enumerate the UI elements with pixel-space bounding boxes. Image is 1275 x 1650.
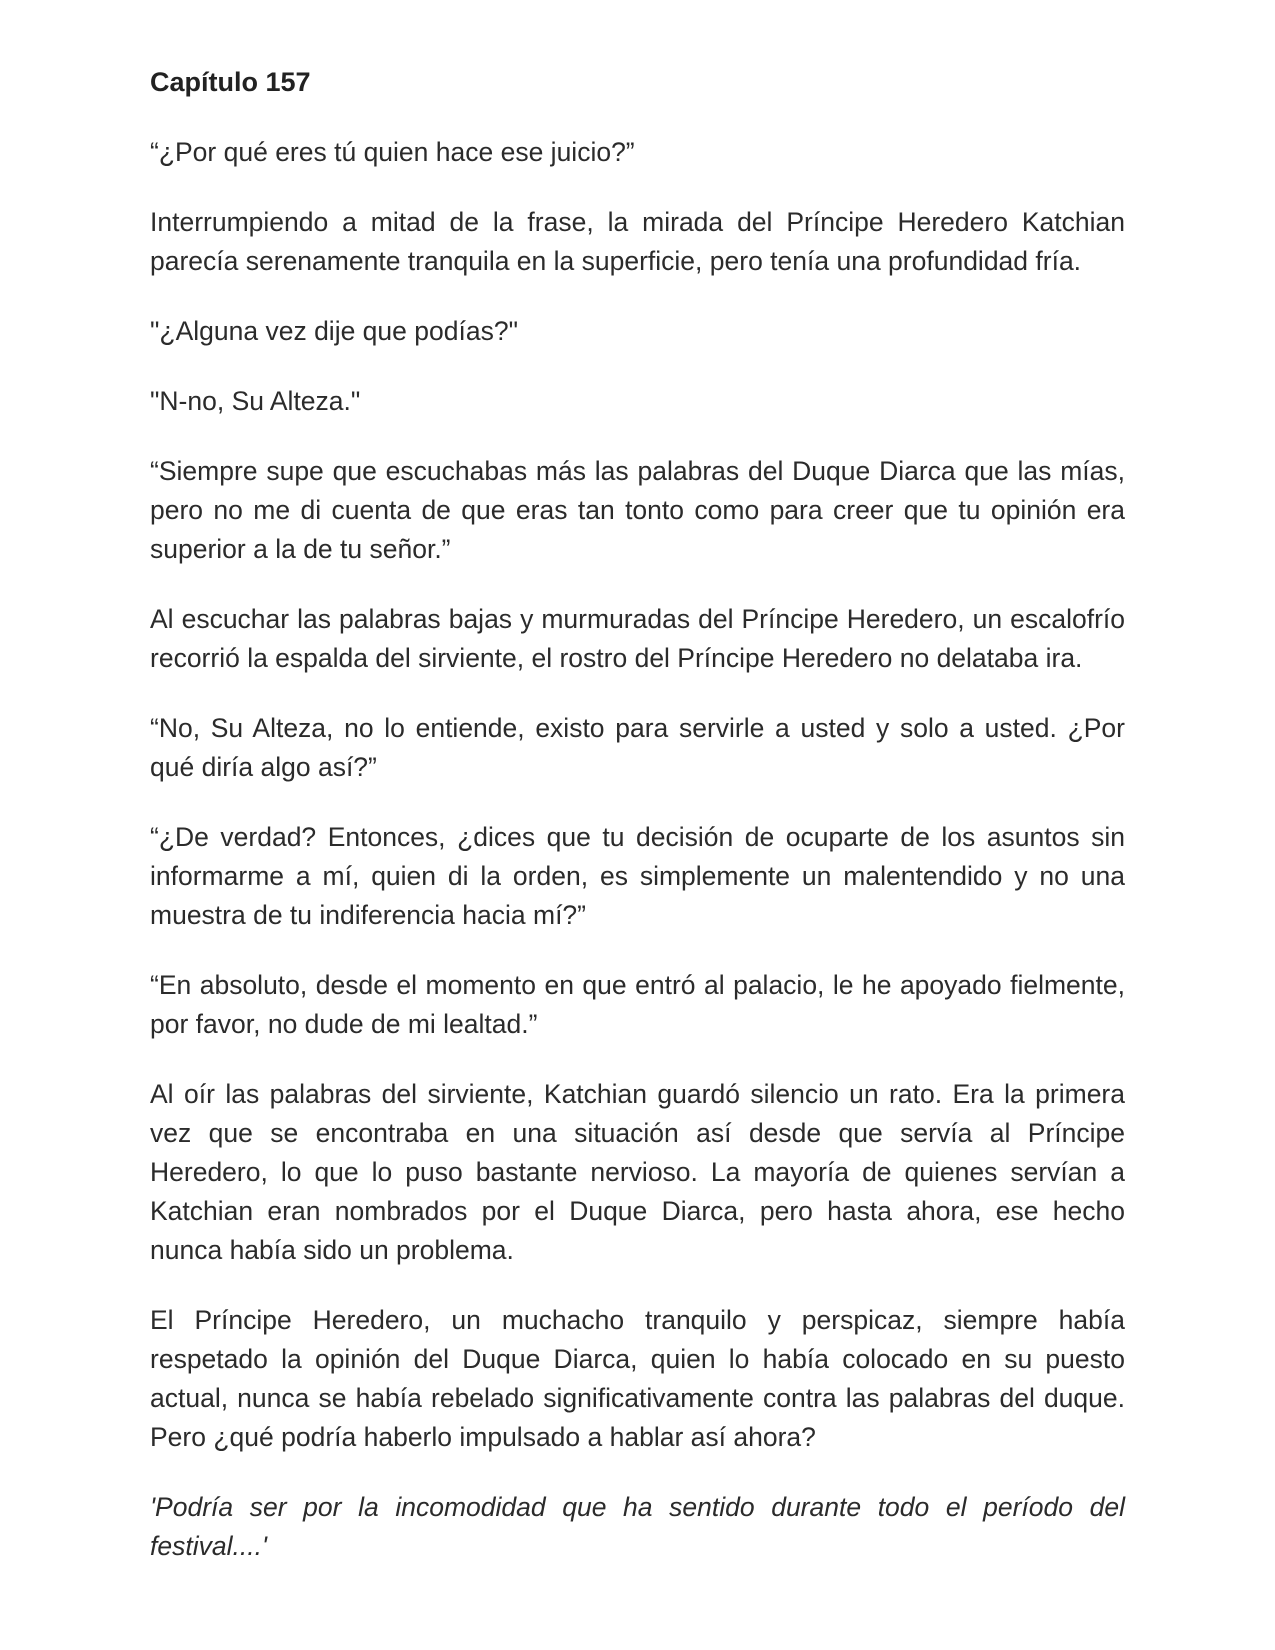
paragraph-8: “¿De verdad? Entonces, ¿dices que tu decisión de ocuparte de los asuntos sin informarme a mí, quien di la orden, es simplemente un malentendido y no una muestra de tu indiferencia hacia mí?” bbox=[150, 822, 1125, 930]
paragraph-2: Interrumpiendo a mitad de la frase, la mirada del Príncipe Heredero Katchian parecía serenamente tranquila en la superficie, pero tenía una profundidad fría. bbox=[150, 207, 1125, 276]
chapter-title: Capítulo 157 bbox=[150, 67, 311, 97]
paragraph-6: Al escuchar las palabras bajas y murmuradas del Príncipe Heredero, un escalofrío recorrió la espalda del sirviente, el rostro del Príncipe Heredero no delataba ira. bbox=[150, 604, 1125, 673]
paragraph-4: "N-no, Su Alteza." bbox=[150, 386, 361, 416]
paragraph-12: 'Podría ser por la incomodidad que ha sentido durante todo el período del festival....' bbox=[150, 1492, 1125, 1561]
paragraph-3: "¿Alguna vez dije que podías?" bbox=[150, 316, 518, 346]
document-page bbox=[150, 62, 1125, 1597]
paragraph-5: “Siempre supe que escuchabas más las palabras del Duque Diarca que las mías, pero no me di cuenta de que eras tan tonto como para creer que tu opinión era superior a la de tu señor.” bbox=[150, 456, 1125, 564]
paragraph-11: El Príncipe Heredero, un muchacho tranquilo y perspicaz, siempre había respetado la opinión del Duque Diarca, quien lo había colocado en su puesto actual, nunca se había rebelado significativamente contra las palabras del duque. Pero ¿qué podría haberlo impulsado a hablar así ahora? bbox=[150, 1305, 1125, 1452]
paragraph-10: Al oír las palabras del sirviente, Katchian guardó silencio un rato. Era la primera vez que se encontraba en una situación así desde que servía al Príncipe Heredero, lo que lo puso bastante nervioso. La mayoría de quienes servían a Katchian eran nombrados por el Duque Diarca, pero hasta ahora, ese hecho nunca había sido un problema. bbox=[150, 1079, 1125, 1265]
paragraph-1: “¿Por qué eres tú quien hace ese juicio?” bbox=[150, 137, 635, 167]
paragraph-7: “No, Su Alteza, no lo entiende, existo para servirle a usted y solo a usted. ¿Por qué diría algo así?” bbox=[150, 713, 1125, 782]
paragraph-9: “En absoluto, desde el momento en que entró al palacio, le he apoyado fielmente, por favor, no dude de mi lealtad.” bbox=[150, 970, 1125, 1039]
